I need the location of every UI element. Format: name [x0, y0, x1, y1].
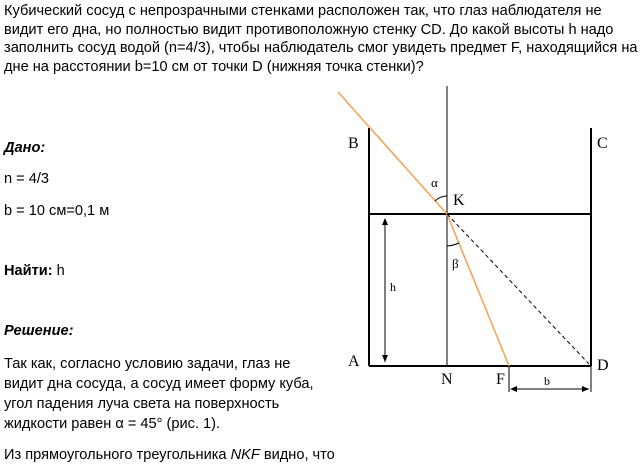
problem-statement: Кубический сосуд с непрозрачными стенками расположен так, что глаз наблюдателя не видит его дна, но полностью видит противоположную стенку CD. До какой высоты h надо заполнить сосуд водой (n=4/3), чтобы наблюдатель смог увидеть предмет F, находящийся на дне на расстоянии b=10 см от точки D (нижняя точка стенки)?: [4, 3, 638, 75]
label-h: h: [390, 280, 396, 294]
label-alpha: α: [431, 175, 438, 190]
label-n-point: N: [441, 371, 453, 388]
label-beta: β: [452, 256, 459, 271]
label-a-point: A: [348, 353, 360, 370]
find-label: Найти:: [4, 263, 53, 279]
solution-paragraph: Так как, согласно условию задачи, глаз не видит дна сосуда, а сосуд имеет форму куба, угол падения луча света на поверхность жидкости равен α = 45° (рис. 1).: [4, 356, 314, 432]
figure-diagram: [326, 86, 631, 406]
label-b-point: B: [348, 135, 359, 152]
alpha-arc: [435, 196, 447, 201]
dashed-continuation: [447, 214, 589, 364]
find-value: h: [52, 263, 65, 279]
refracted-ray: [447, 214, 509, 366]
given-heading: Дано:: [4, 140, 46, 156]
given-b-value: b = 10 см=0,1 м: [4, 203, 110, 219]
solution-heading: Решение:: [4, 323, 74, 339]
solution-line-suffix: видно, что: [259, 447, 335, 463]
solution-triangle-name: NKF: [230, 447, 260, 463]
label-f-point: F: [496, 371, 505, 388]
label-c-point: C: [597, 135, 608, 152]
solution-line-prefix: Из прямоугольного треугольника: [4, 447, 231, 463]
given-n-value: n = 4/3: [4, 171, 50, 187]
label-k-point: K: [453, 192, 465, 209]
solution-next-line: [4, 446, 335, 464]
label-b-length: b: [544, 374, 550, 388]
incident-ray: [338, 92, 447, 214]
label-d-point: D: [597, 357, 609, 374]
find-line: [4, 262, 65, 280]
beta-arc: [447, 243, 459, 246]
